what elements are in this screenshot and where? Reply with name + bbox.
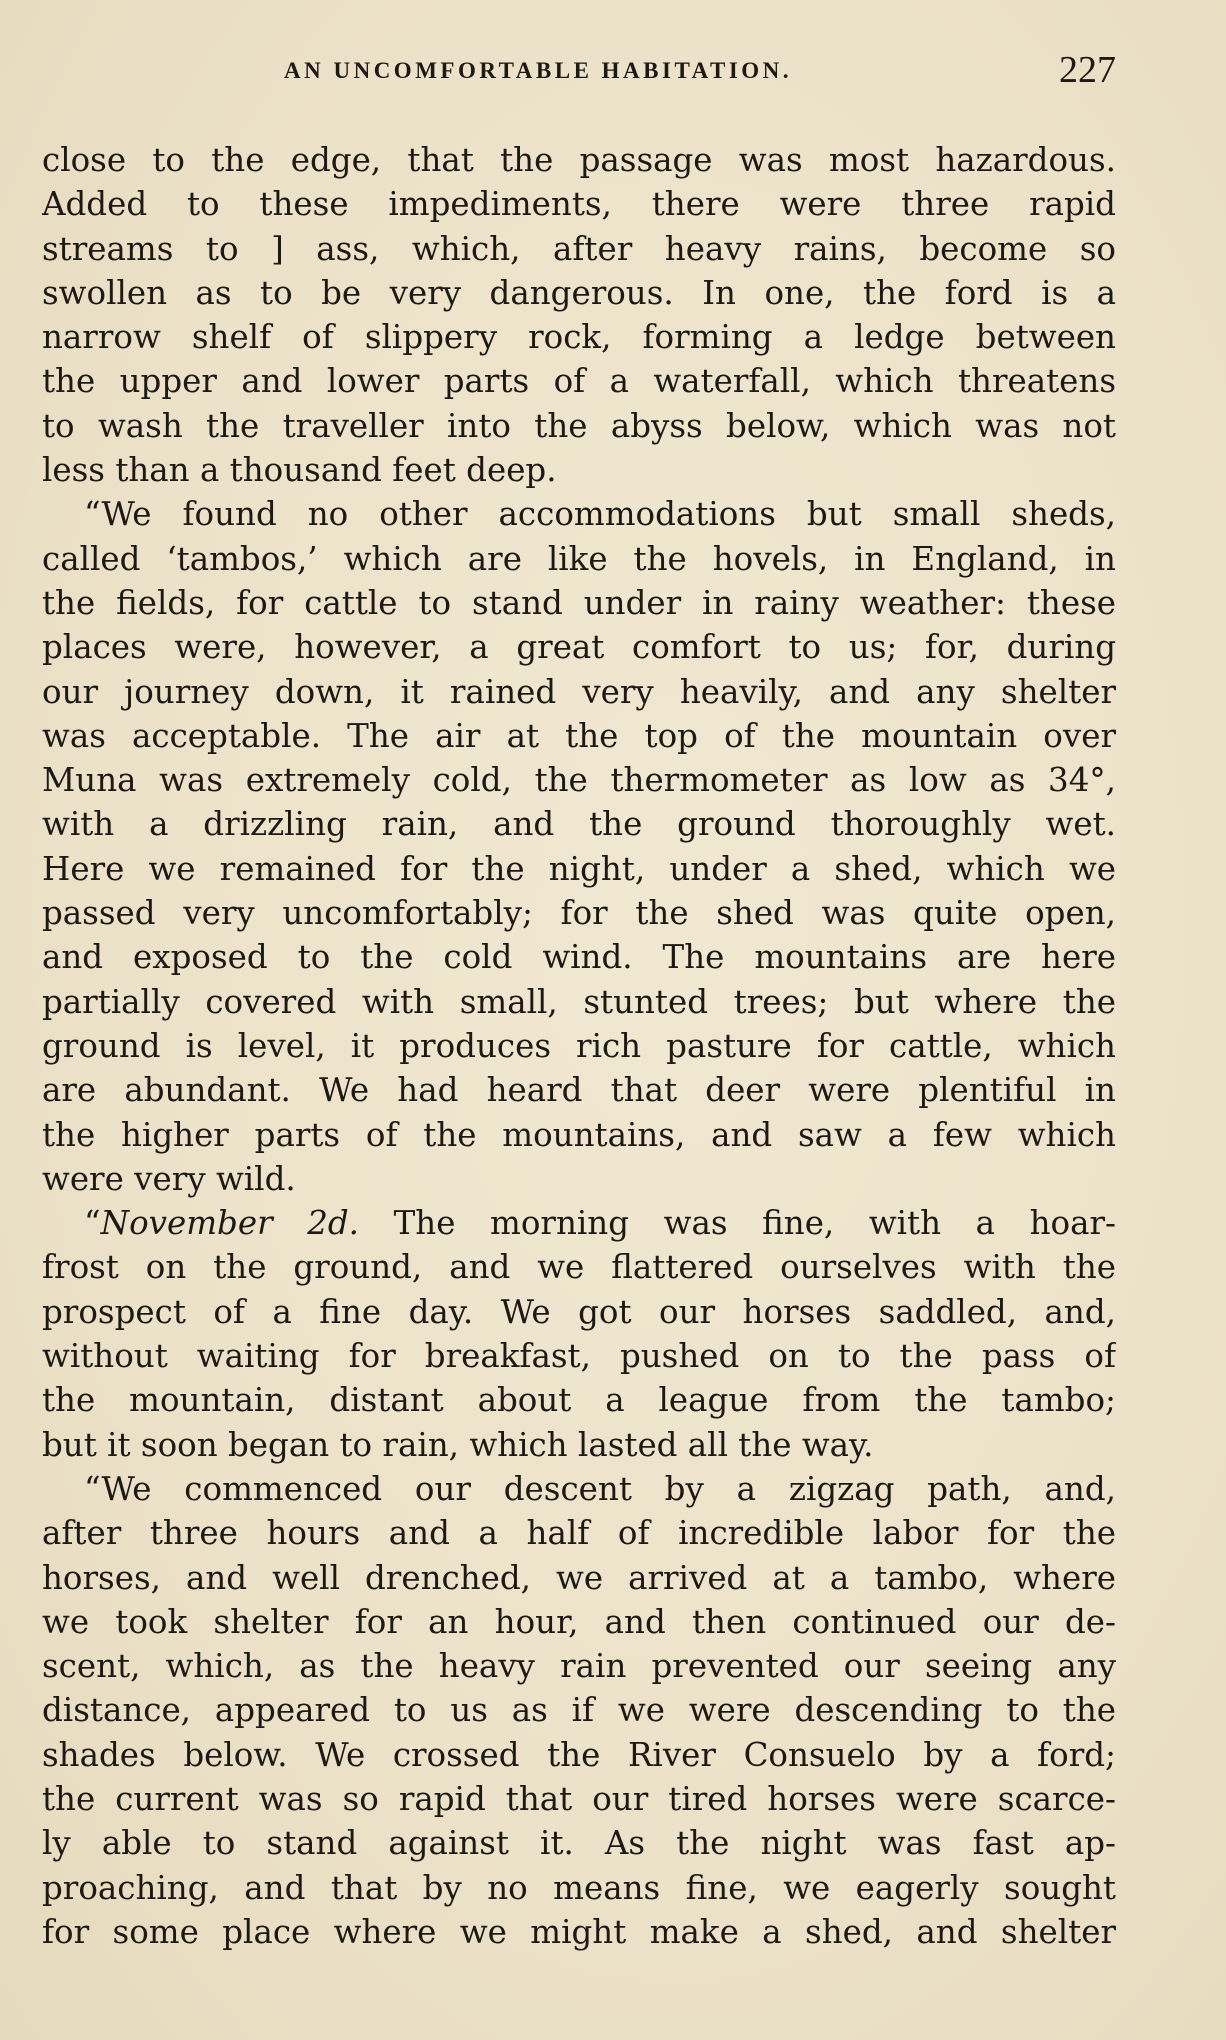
text-line: called ‘tambos,’ which are like the hovels, in England, in	[42, 539, 1116, 578]
line-remainder: The morning was fine, with a hoar-	[359, 1204, 1116, 1243]
text-line: we took shelter for an hour, and then continued our de-	[42, 1602, 1116, 1641]
text-line: places were, however, a great comfort to us; for, during	[42, 628, 1116, 667]
text-line: ground is level, it produces rich pasture for cattle, which	[42, 1026, 1116, 1065]
text-line: scent, which, as the heavy rain prevented our seeing any	[42, 1647, 1116, 1686]
opening-quote: “	[84, 1204, 101, 1243]
text-line: the mountain, distant about a league from the tambo;	[42, 1381, 1116, 1420]
text-line: horses, and well drenched, we arrived at a tambo, where	[42, 1558, 1116, 1597]
text-line: shades below. We crossed the River Consuelo by a ford;	[42, 1735, 1116, 1774]
text-line: passed very uncomfortably; for the shed was quite open,	[42, 894, 1116, 933]
text-line: the current was so rapid that our tired horses were scarce-	[42, 1779, 1116, 1818]
text-line: was acceptable. The air at the top of the mountain over	[42, 716, 1116, 755]
text-line: for some place where we might make a shed, and shelter	[42, 1912, 1116, 1951]
text-line: and exposed to the cold wind. The mountains are here	[42, 938, 1116, 977]
paragraph-start-line	[42, 1201, 1116, 1245]
text-line: proaching, and that by no means fine, we eagerly sought	[42, 1868, 1116, 1907]
text-line: Added to these impediments, there were three rapid	[42, 185, 1116, 224]
text-line: streams to ] ass, which, after heavy rains, become so	[42, 229, 1116, 268]
text-line: without waiting for breakfast, pushed on to the pass of	[42, 1337, 1116, 1376]
text-line: narrow shelf of slippery rock, forming a ledge between	[42, 318, 1116, 357]
text-line: with a drizzling rain, and the ground thoroughly wet.	[42, 805, 1116, 844]
text-line: less than a thousand feet deep.	[42, 451, 557, 490]
text-line: the fields, for cattle to stand under in rainy weather: these	[42, 583, 1116, 622]
text-line: prospect of a fine day. We got our horses saddled, and,	[42, 1292, 1116, 1331]
text-line: distance, appeared to us as if we were descending to the	[42, 1691, 1116, 1730]
text-line: our journey down, it rained very heavily, and any shelter	[42, 672, 1116, 711]
text-line: partially covered with small, stunted trees; but where the	[42, 982, 1116, 1021]
text-line: to wash the traveller into the abyss below, which was not	[42, 406, 1116, 445]
running-head: AN UNCOMFORTABLE HABITATION.	[284, 58, 793, 83]
text-line: the upper and lower parts of a waterfall, which threatens	[42, 362, 1116, 401]
page-number: 227	[1059, 49, 1116, 91]
text-line: ly able to stand against it. As the night was fast ap-	[42, 1824, 1116, 1863]
text-line: after three hours and a half of incredible labor for the	[42, 1514, 1116, 1553]
body-text	[42, 138, 1116, 1954]
text-line: the higher parts of the mountains, and saw a few which	[42, 1115, 1116, 1154]
text-line: Muna was extremely cold, the thermometer as low as 34°,	[42, 761, 1116, 800]
text-line: swollen as to be very dangerous. In one, the ford is a	[42, 273, 1116, 312]
text-line: frost on the ground, and we flattered ourselves with the	[42, 1248, 1116, 1287]
paragraph-start-line: “We commenced our descent by a zigzag path, and,	[84, 1469, 1116, 1508]
date-heading: November 2d.	[100, 1204, 360, 1243]
text-line: but it soon began to rain, which lasted all the way.	[42, 1425, 874, 1464]
text-line: are abundant. We had heard that deer were plentiful in	[42, 1071, 1116, 1110]
text-line: close to the edge, that the passage was most hazardous.	[42, 141, 1116, 179]
text-line: were very wild.	[42, 1159, 296, 1198]
text-line: Here we remained for the night, under a shed, which we	[42, 849, 1116, 888]
paragraph-start-line: “We found no other accommodations but small sheds,	[84, 495, 1116, 534]
